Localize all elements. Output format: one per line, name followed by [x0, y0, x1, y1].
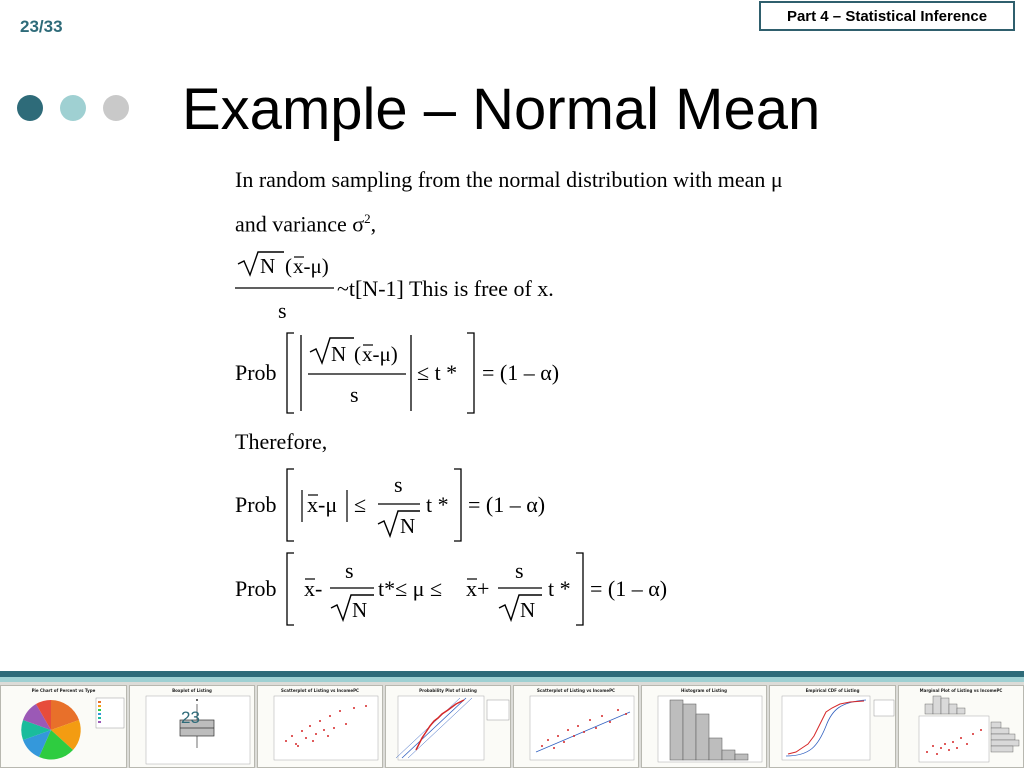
prob-label: Prob	[235, 576, 277, 601]
overlay-slide-number: 23	[181, 708, 200, 727]
prob-formula-1	[230, 328, 650, 418]
thumbnail-label: Scatterplot of Listing vs IncomePC	[281, 688, 359, 693]
svg-text:N: N	[520, 598, 536, 622]
thumbnail-histogram[interactable]	[641, 685, 767, 768]
svg-text:x+: x+	[466, 576, 490, 601]
svg-text:N: N	[331, 342, 347, 366]
svg-text:N: N	[260, 254, 276, 278]
pie-chart-thumb	[1, 686, 127, 766]
thumbnail-label: Probability Plot of Listing	[419, 688, 477, 693]
thumbnail-label: Boxplot of Listing	[172, 688, 212, 693]
thumbnail-label: Scatterplot of Listing vs IncomePC	[537, 688, 615, 693]
distribution-text: ~t[N-1] This is free of x.	[337, 276, 554, 301]
intro-line-2	[235, 211, 376, 237]
thumbnail-strip	[0, 682, 1024, 768]
intro-line-2-end: ,	[370, 211, 377, 237]
part-label: Part 4 – Statistical Inference	[759, 1, 1015, 31]
prob-label: Prob	[235, 360, 277, 385]
marginal-plot-thumb	[899, 686, 1024, 766]
svg-text:s: s	[345, 558, 354, 583]
svg-text:x-μ): x-μ)	[293, 254, 329, 278]
page-indicator: 23/33	[20, 17, 63, 36]
svg-text:= (1 – α): = (1 – α)	[482, 360, 560, 385]
intro-line-1: In random sampling from the normal distribution with mean μ	[235, 167, 783, 192]
svg-text:(: (	[354, 342, 361, 366]
thumbnail-empirical-cdf[interactable]	[769, 685, 896, 768]
svg-text:s: s	[515, 558, 524, 583]
svg-text:s: s	[278, 298, 287, 323]
histogram-thumb	[642, 686, 767, 766]
intro-line-2-text: and variance σ	[235, 211, 365, 237]
svg-text:t*≤ μ ≤: t*≤ μ ≤	[378, 576, 443, 601]
thumbnail-marginal-plot[interactable]	[898, 685, 1024, 768]
dot-dark	[17, 95, 43, 121]
svg-text:x-μ): x-μ)	[362, 342, 398, 366]
svg-text:x-: x-	[304, 576, 323, 601]
thumbnail-scatterplot-1[interactable]	[257, 685, 383, 768]
thumbnail-scatterplot-2[interactable]	[513, 685, 639, 768]
dot-light	[60, 95, 86, 121]
prob-formula-2	[230, 466, 630, 546]
svg-text:N: N	[352, 598, 368, 622]
scatterplot-thumb-1	[258, 686, 383, 766]
therefore-text: Therefore,	[235, 429, 328, 454]
thumbnail-probability-plot[interactable]	[385, 685, 511, 768]
ecdf-thumb	[770, 686, 896, 766]
probability-plot-thumb	[386, 686, 511, 766]
svg-text:= (1 – α): = (1 – α)	[590, 576, 668, 601]
thumbnail-label: Marginal Plot of Listing vs IncomePC	[919, 688, 1003, 693]
thumbnail-pie-chart[interactable]	[0, 685, 127, 768]
svg-text:= (1 – α): = (1 – α)	[468, 492, 546, 517]
scatterplot-thumb-2	[514, 686, 639, 766]
slide-title: Example – Normal Mean	[182, 77, 821, 142]
svg-text:≤ t *: ≤ t *	[417, 360, 458, 385]
svg-text:(: (	[285, 254, 292, 278]
intro-line-2-sup: 2	[364, 211, 371, 226]
dot-grey	[103, 95, 129, 121]
thumbnail-label: Histogram of Listing	[680, 688, 728, 693]
svg-text:s: s	[394, 472, 403, 497]
thumbnail-label: Pie Chart of Percent vs Type	[31, 688, 96, 693]
thumbnail-label: Empirical CDF of Listing	[805, 688, 860, 693]
prob-label: Prob	[235, 492, 277, 517]
svg-text:t *: t *	[548, 576, 571, 601]
svg-text:x-μ: x-μ	[307, 492, 338, 517]
prob-formula-3	[230, 550, 700, 630]
svg-text:N: N	[400, 514, 416, 538]
svg-text:s: s	[350, 382, 359, 407]
svg-text:t *: t *	[426, 492, 449, 517]
svg-text:≤: ≤	[354, 492, 367, 517]
